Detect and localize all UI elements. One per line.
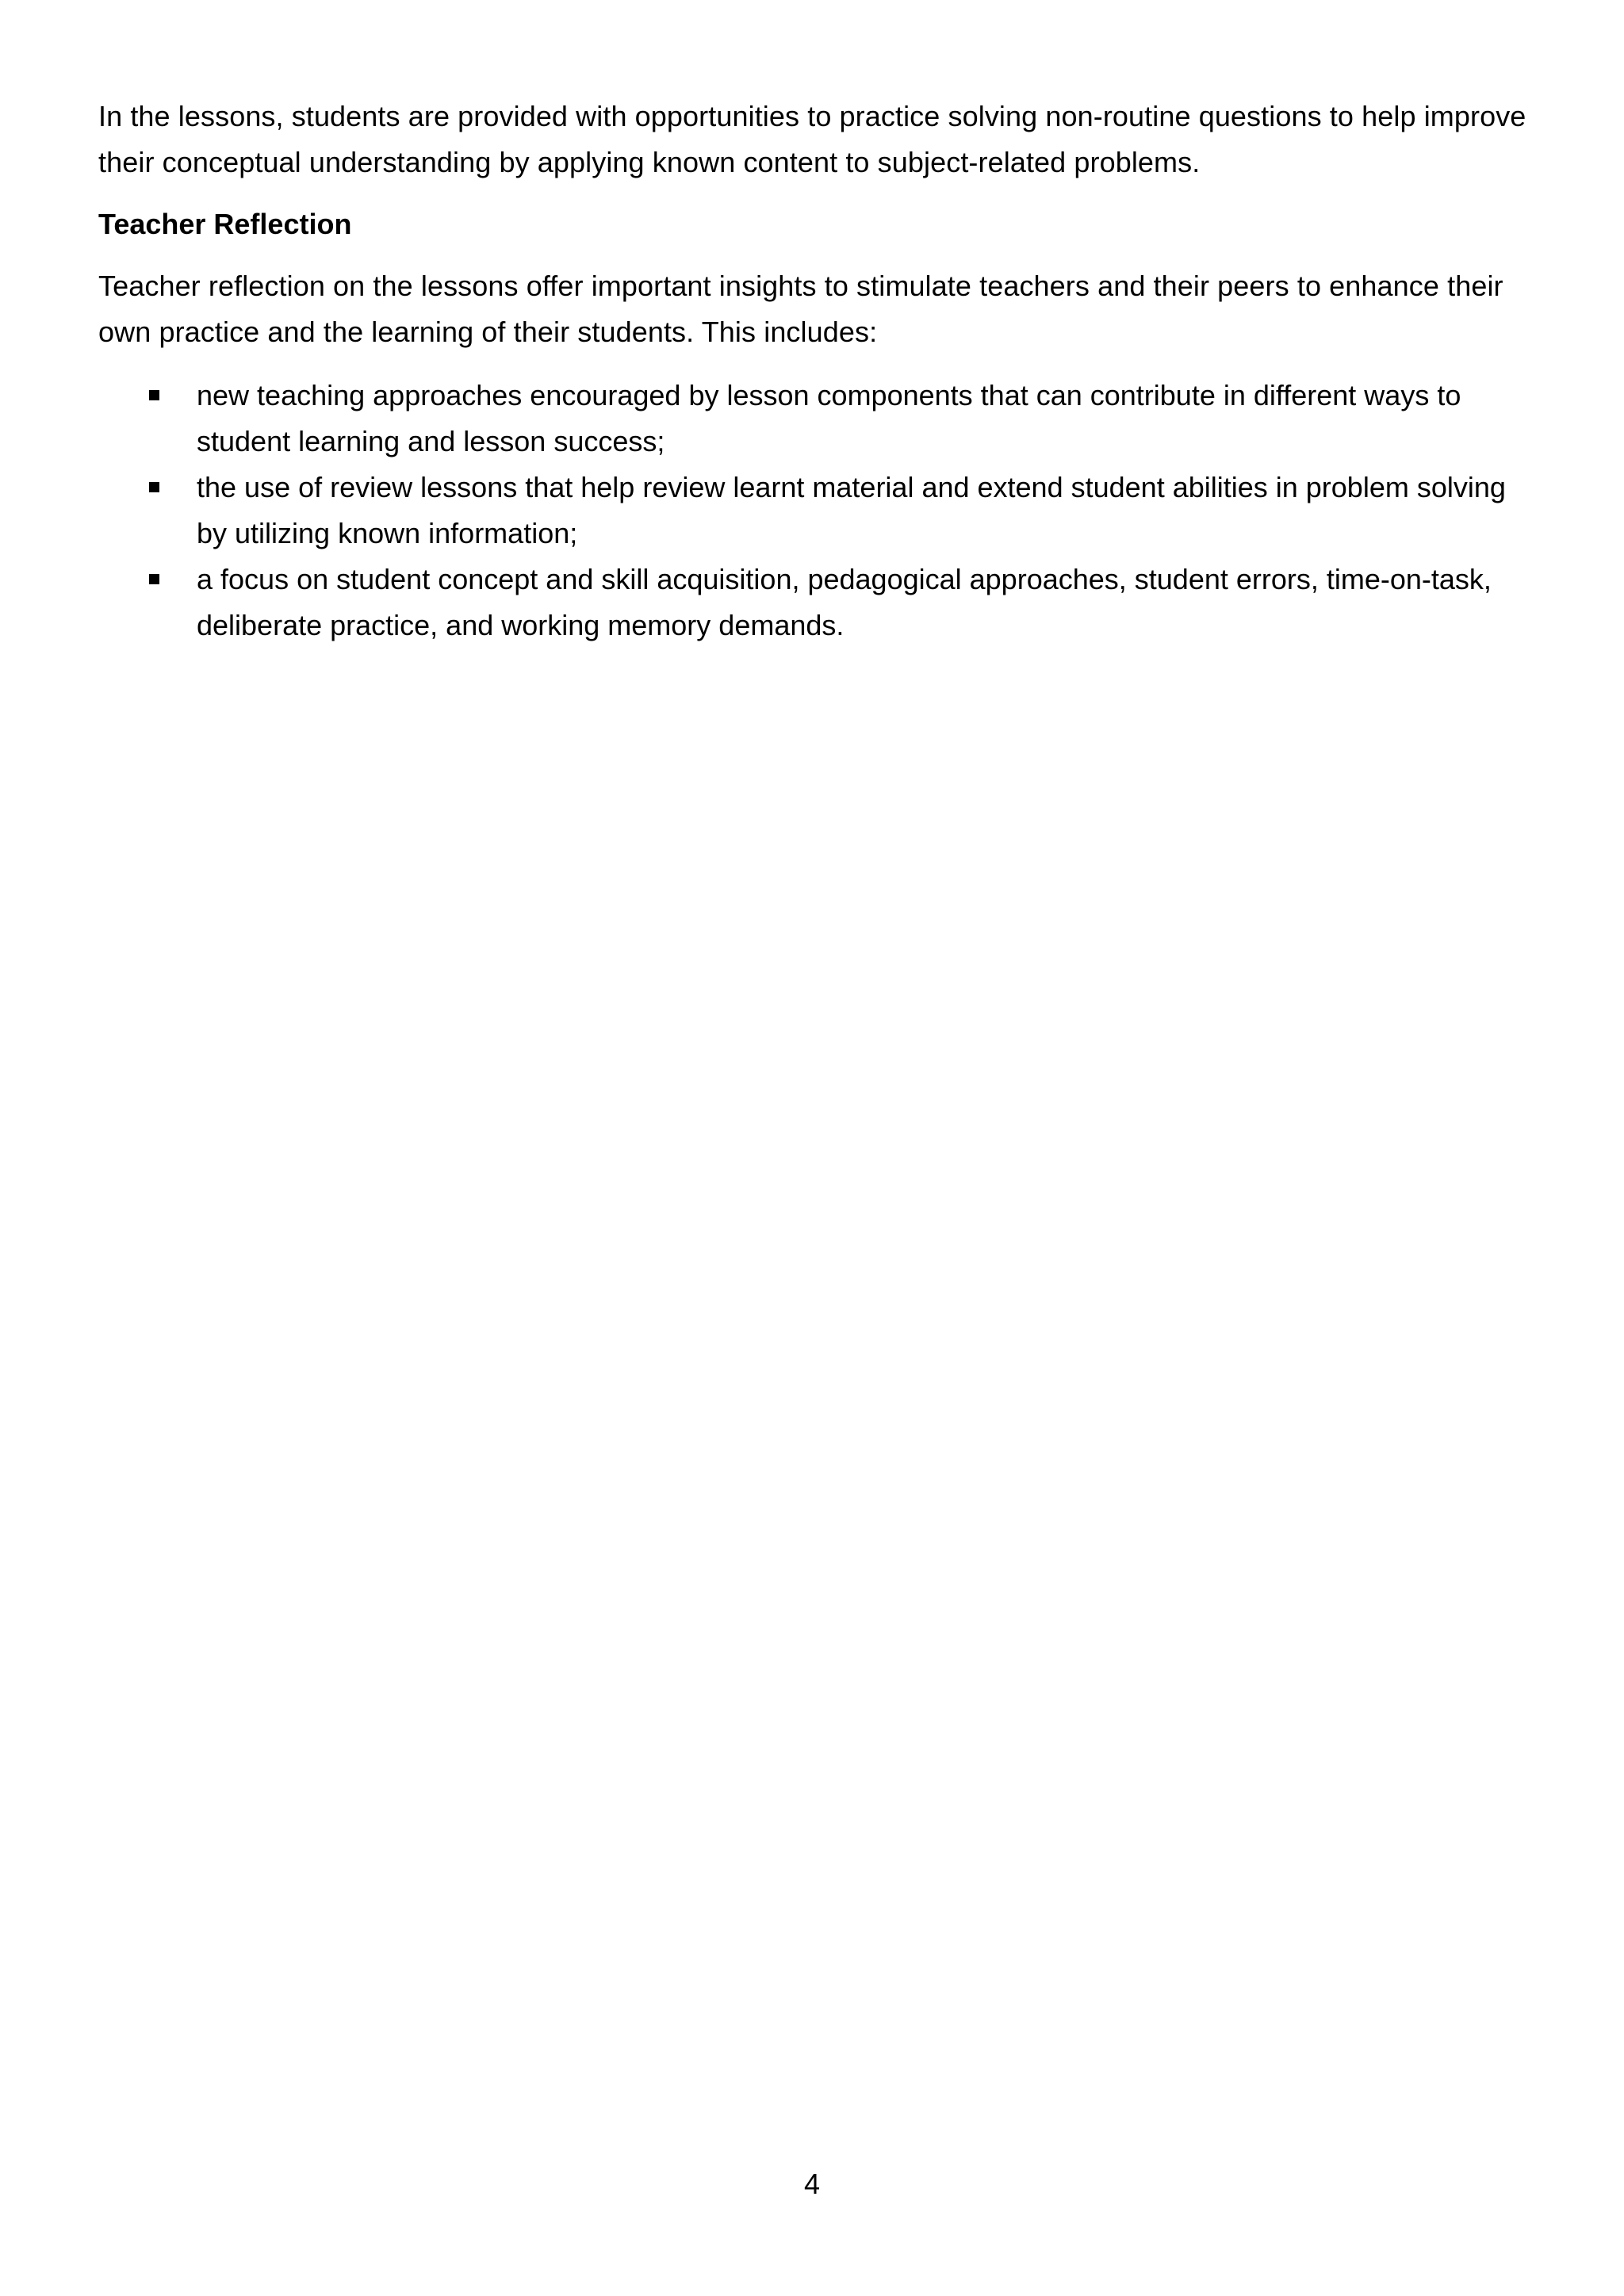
list-item-text: a focus on student concept and skill acquisition, pedagogical approaches, student errors, time-on-task, deliberate practice, and working memory demands. — [197, 563, 1492, 641]
list-item-text: the use of review lessons that help review learnt material and extend student abilities in problem solving by utilizing known information; — [197, 471, 1506, 549]
bullet-list — [98, 373, 1538, 649]
square-bullet-icon — [149, 482, 159, 492]
page-number: 4 — [803, 2168, 821, 2200]
list-item — [98, 373, 1538, 465]
list-item — [98, 557, 1538, 649]
page-content — [98, 94, 1538, 649]
square-bullet-icon — [149, 574, 159, 584]
intro-paragraph: In the lessons, students are provided with opportunities to practice solving non-routine questions to help improve their conceptual understanding by applying known content to subject-related problems. — [98, 100, 1526, 178]
list-item-text: new teaching approaches encouraged by lesson components that can contribute in different ways to student learning and lesson success; — [197, 379, 1461, 457]
section-paragraph: Teacher reflection on the lessons offer important insights to stimulate teachers and their peers to enhance their own practice and the learning of their students. This includes: — [98, 270, 1503, 348]
list-item — [98, 465, 1538, 557]
section-heading: Teacher Reflection — [98, 208, 352, 240]
square-bullet-icon — [149, 390, 159, 400]
